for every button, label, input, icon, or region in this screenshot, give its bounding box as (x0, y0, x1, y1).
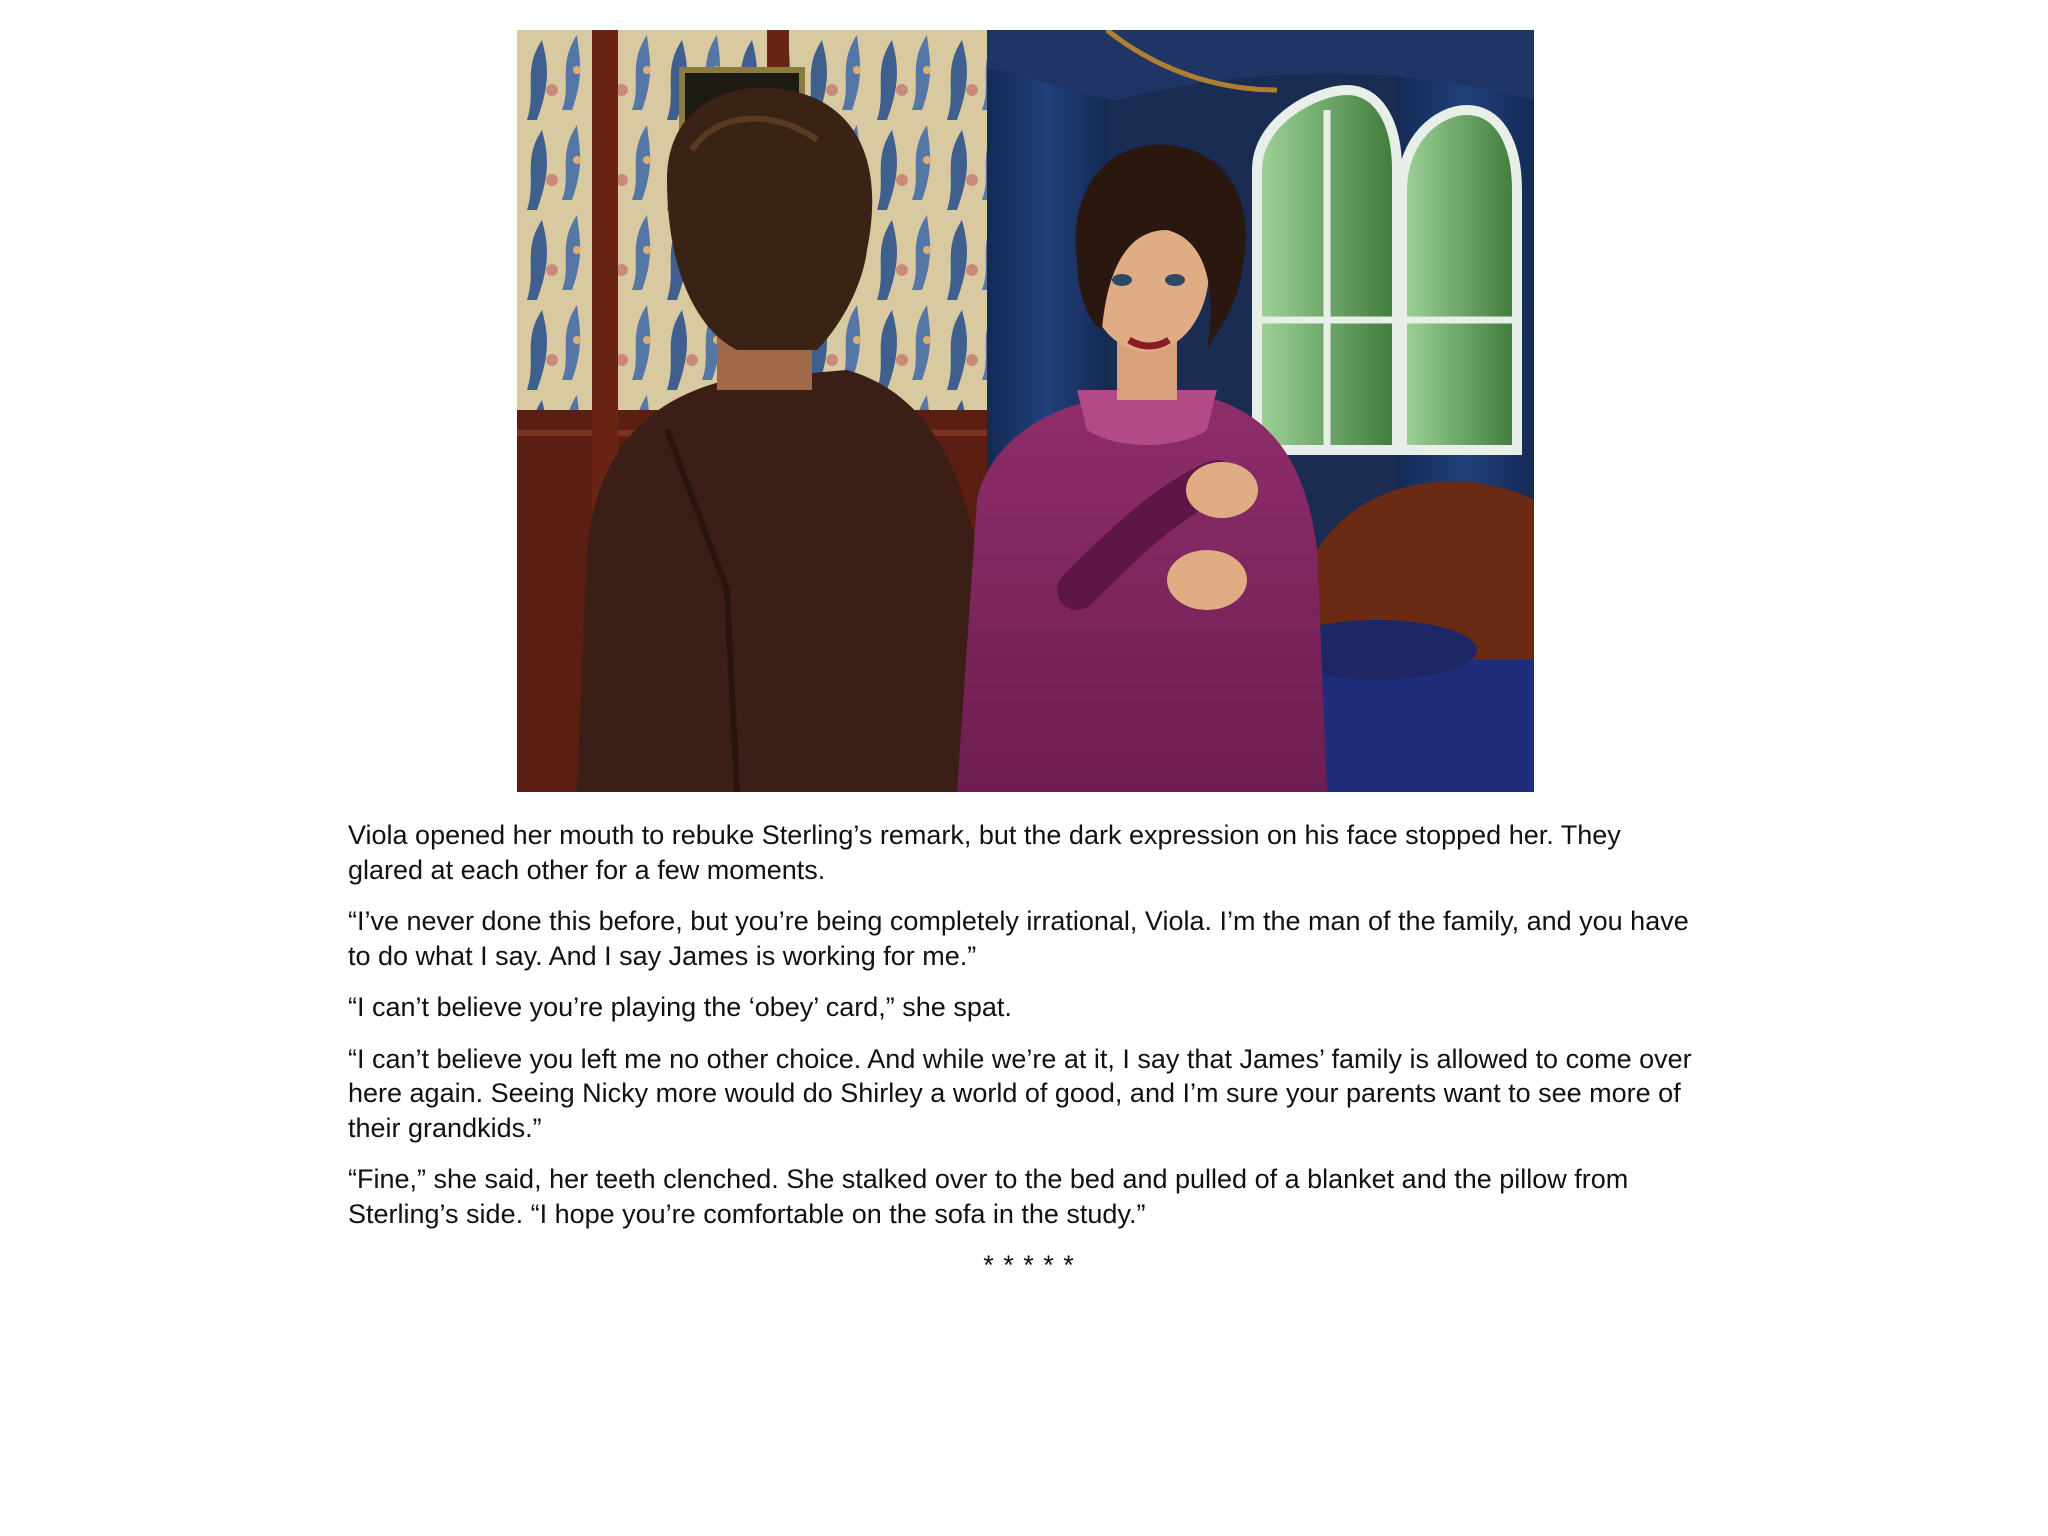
story-paragraph: “Fine,” she said, her teeth clenched. She stalked over to the bed and pulled of a blanket and the pillow from Sterling’s side. “I hope you’re comfortable on the sofa in the study.” (348, 1164, 1629, 1229)
story-paragraph: “I’ve never done this before, but you’re being completely irrational, Viola. I’m the man of the family, and you have to do what I say. And I say James is working for me.” (348, 906, 1689, 971)
story-text (348, 818, 1700, 1283)
scene-illustration (517, 30, 1534, 792)
story-paragraph: “I can’t believe you left me no other choice. And while we’re at it, I say that James’ family is allowed to come over here again. Seeing Nicky more would do Shirley a world of good, and I’m sure your parents want to see more of their grandkids.” (348, 1043, 1692, 1143)
story-paragraph: “I can’t believe you’re playing the ‘obey’ card,” she spat. (348, 992, 1012, 1022)
section-divider: * * * * * (983, 1250, 1075, 1280)
scene-illustration-art (517, 30, 1534, 792)
story-paragraph: Viola opened her mouth to rebuke Sterling’s remark, but the dark expression on his face stopped her. They glared at each other for a few moments. (348, 820, 1621, 885)
